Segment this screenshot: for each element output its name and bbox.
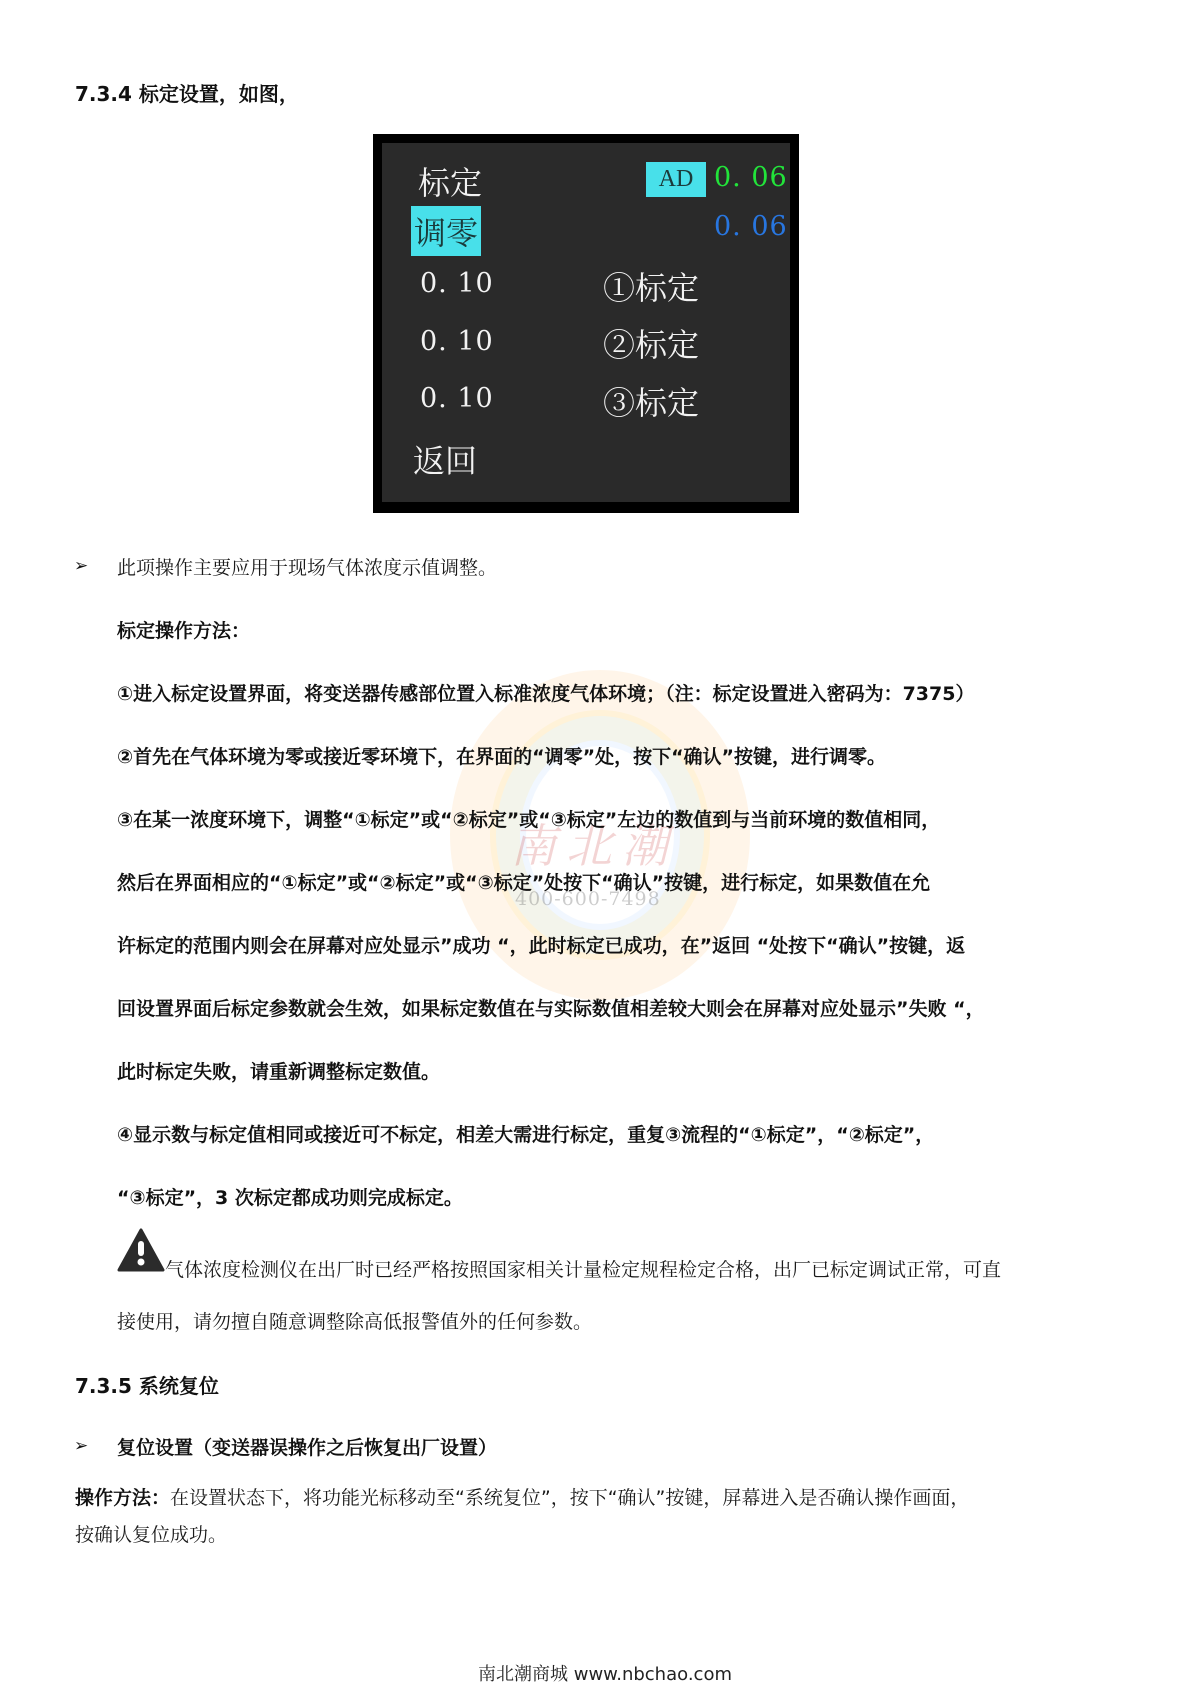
step-3-line-5: 此时标定失败，请重新调整标定数值。 [117, 1061, 441, 1083]
bullet-arrow-icon-2: ➢ [74, 1436, 89, 1456]
step-3-line-2: 然后在界面相应的“①标定”或“②标定”或“③标定”处按下“确认”按键，进行标定，如果数值在允 [117, 872, 931, 894]
warning-icon [117, 1228, 165, 1272]
intro-text: 此项操作主要应用于现场气体浓度示值调整。 [117, 557, 498, 579]
warning-text-line-2: 接使用，请勿擅自随意调整除高低报警值外的任何参数。 [117, 1311, 593, 1333]
section-heading-735: 7.3.5 系统复位 [75, 1374, 219, 1398]
watermark [440, 650, 760, 1050]
warning-text-line-1: 气体浓度检测仪在出厂时已经严格按照国家相关计量检定规程检定合格，出厂已标定调试正常，可直 [165, 1259, 1002, 1281]
calibration-1-item[interactable]: ①标定 [603, 269, 700, 307]
footer-text: 南北潮商城 www.nbchao.com [478, 1664, 732, 1685]
step-3-line-3: 许标定的范围内则会在屏幕对应处显示”成功 “，此时标定已成功，在”返回 “处按下“确认”按键，返 [117, 935, 966, 957]
calibration-1-value[interactable]: 0. 10 [420, 268, 494, 299]
step-2: ②首先在气体环境为零或接近零环境下，在界面的“调零”处，按下“确认”按键，进行调零。 [117, 746, 887, 768]
calibration-3-item[interactable]: ③标定 [603, 384, 700, 422]
calibration-3-value[interactable]: 0. 10 [420, 383, 494, 414]
ad-label: AD [646, 162, 706, 197]
reset-method-line-2: 按确认复位成功。 [75, 1524, 228, 1546]
zero-menu-item[interactable]: 调零 [411, 206, 481, 256]
reset-method-line-1 [75, 1483, 969, 1510]
calibration-2-value[interactable]: 0. 10 [420, 326, 494, 357]
back-menu-item[interactable]: 返回 [413, 442, 478, 480]
ad-value: 0. 06 [714, 162, 788, 193]
step-3-line-4: 回设置界面后标定参数就会生效，如果标定数值在与实际数值相差较大则会在屏幕对应处显示”失败 “， [117, 998, 985, 1020]
bullet-arrow-icon: ➢ [74, 556, 89, 576]
reset-method-label: 操作方法： [75, 1487, 171, 1509]
zero-value: 0. 06 [714, 211, 788, 242]
screen-title: 标定 [418, 164, 483, 202]
reset-bullet-text: 复位设置（变送器误操作之后恢复出厂设置） [117, 1437, 498, 1459]
section-heading-734: 7.3.4 标定设置，如图， [75, 82, 299, 106]
method-title: 标定操作方法： [117, 620, 251, 642]
step-3-line-1: ③在某一浓度环境下，调整“①标定”或“②标定”或“③标定”左边的数值到与当前环境的数值相同， [117, 809, 941, 831]
step-4-line-1: ④显示数与标定值相同或接近可不标定，相差大需进行标定，重复③流程的“①标定”，“②标定”， [117, 1124, 935, 1146]
watermark-title: 南北潮 [510, 819, 678, 873]
reset-method-text: 在设置状态下，将功能光标移动至“系统复位”，按下“确认”按键，屏幕进入是否确认操作画面， [170, 1487, 970, 1509]
watermark-phone: 400-600-7498 [515, 888, 661, 910]
step-4-line-2: “③标定”，3 次标定都成功则完成标定。 [117, 1187, 463, 1209]
calibration-2-item[interactable]: ②标定 [603, 326, 700, 364]
step-1: ①进入标定设置界面，将变送器传感部位置入标准浓度气体环境；（注：标定设置进入密码为：7375） [117, 683, 975, 705]
